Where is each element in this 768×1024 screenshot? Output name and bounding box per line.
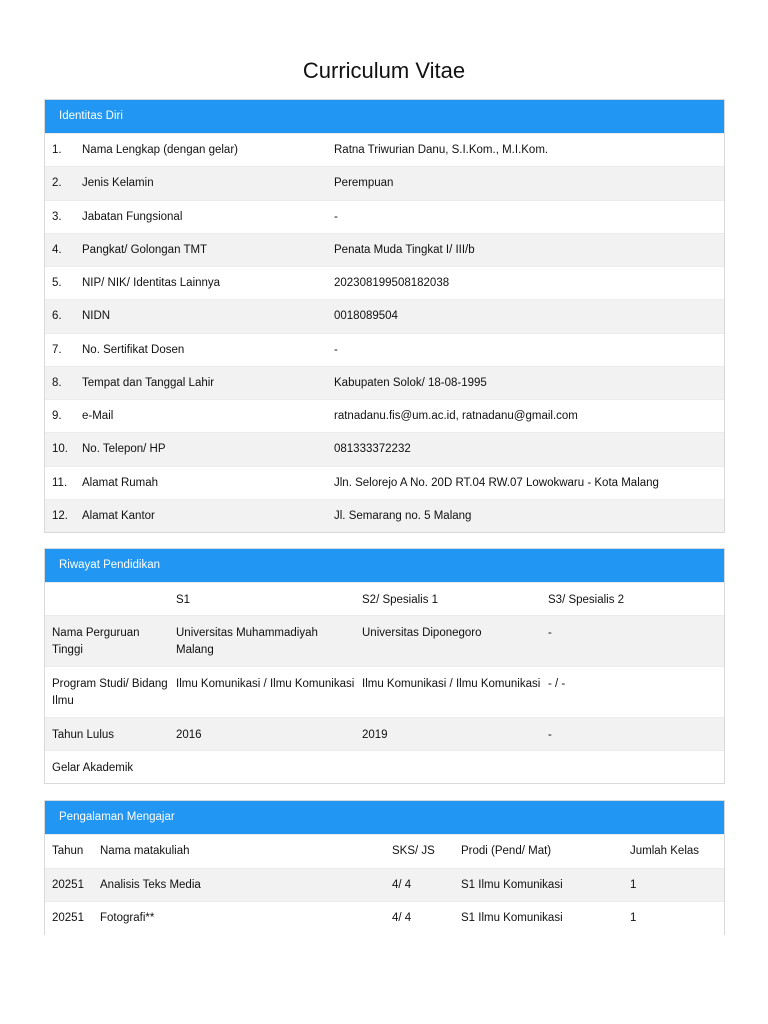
identitas-table	[45, 133, 724, 532]
identitas-row	[45, 200, 724, 233]
identitas-row-value: -	[334, 210, 338, 223]
identitas-row	[45, 499, 724, 532]
pendidikan-row-s2: 2019	[362, 729, 388, 741]
identitas-row	[45, 133, 724, 166]
identitas-row-number: 4.	[52, 243, 62, 256]
identitas-row-value: 0018089504	[334, 310, 398, 323]
pendidikan-row-s1: Universitas Muhammadiyah Malang	[176, 627, 318, 656]
identitas-row	[45, 233, 724, 266]
identitas-row-number: 7.	[52, 343, 62, 356]
mengajar-row	[45, 901, 724, 935]
mengajar-row-sks: 4/ 4	[392, 912, 412, 925]
mengajar-table	[45, 868, 724, 935]
identitas-row	[45, 266, 724, 299]
identitas-row-value: Jln. Selorejo A No. 20D RT.04 RW.07 Lowokwaru - Kota Malang	[334, 476, 659, 489]
pendidikan-column-header-row	[45, 582, 724, 615]
pendidikan-row-label: Tahun Lulus	[52, 729, 115, 741]
mengajar-panel	[44, 800, 725, 935]
pendidikan-row-s1: Ilmu Komunikasi / Ilmu Komunikasi	[176, 678, 355, 690]
mengajar-row-sks: 4/ 4	[392, 878, 412, 891]
identitas-row-label: Jabatan Fungsional	[82, 210, 183, 223]
identitas-row-number: 9.	[52, 410, 62, 423]
pendidikan-row-label: Gelar Akademik	[52, 762, 134, 774]
identitas-row-value: 202308199508182038	[334, 277, 450, 290]
identitas-row-label: No. Telepon/ HP	[82, 443, 166, 456]
identitas-row-number: 5.	[52, 277, 62, 290]
pendidikan-row-s3: - / -	[548, 678, 566, 690]
identitas-row-number: 2.	[52, 177, 62, 190]
pendidikan-row-s1: 2016	[176, 729, 202, 741]
pendidikan-header: Riwayat Pendidikan	[45, 549, 724, 582]
mengajar-row-kelas: 1	[630, 912, 637, 925]
mengajar-col-prodi: Prodi (Pend/ Mat)	[461, 845, 552, 858]
identitas-row-label: Jenis Kelamin	[82, 177, 154, 190]
identitas-row	[45, 466, 724, 499]
pendidikan-row	[45, 717, 724, 750]
identitas-row-label: Tempat dan Tanggal Lahir	[82, 376, 215, 389]
identitas-row-label: e-Mail	[82, 410, 114, 423]
mengajar-row-matakuliah: Analisis Teks Media	[100, 878, 201, 891]
pendidikan-col-s3: S3/ Spesialis 2	[548, 594, 625, 606]
identitas-row-number: 8.	[52, 376, 62, 389]
identitas-row-label: Alamat Kantor	[82, 509, 155, 522]
identitas-row-number: 11.	[52, 476, 68, 489]
mengajar-col-sks: SKS/ JS	[392, 845, 435, 858]
pendidikan-row	[45, 666, 724, 717]
pendidikan-col-s2: S2/ Spesialis 1	[362, 594, 439, 606]
identitas-row-number: 1.	[52, 144, 62, 157]
mengajar-col-tahun: Tahun	[52, 845, 84, 858]
identitas-row-label: Pangkat/ Golongan TMT	[82, 243, 208, 256]
mengajar-row-tahun: 20251	[52, 912, 84, 925]
identitas-row	[45, 399, 724, 432]
identitas-row	[45, 333, 724, 366]
pendidikan-row-label: Nama Perguruan Tinggi	[52, 627, 140, 656]
identitas-row-label: Nama Lengkap (dengan gelar)	[82, 144, 238, 157]
identitas-row-label: No. Sertifikat Dosen	[82, 343, 185, 356]
identitas-row-label: Alamat Rumah	[82, 476, 159, 489]
mengajar-row-kelas: 1	[630, 878, 637, 891]
identitas-header: Identitas Diri	[45, 100, 724, 133]
identitas-row-value: ratnadanu.fis@um.ac.id, ratnadanu@gmail.com	[334, 410, 578, 423]
identitas-row-value: Ratna Triwurian Danu, S.I.Kom., M.I.Kom.	[334, 144, 549, 157]
pendidikan-panel	[44, 548, 725, 784]
identitas-row-value: Penata Muda Tingkat I/ III/b	[334, 243, 475, 256]
pendidikan-table	[45, 615, 724, 783]
identitas-row-value: Kabupaten Solok/ 18-08-1995	[334, 376, 487, 389]
identitas-row	[45, 299, 724, 332]
mengajar-row-prodi: S1 Ilmu Komunikasi	[461, 878, 563, 891]
pendidikan-row	[45, 750, 724, 783]
identitas-panel	[44, 99, 725, 533]
identitas-row-number: 12.	[52, 509, 68, 522]
mengajar-col-kelas: Jumlah Kelas	[630, 845, 700, 858]
mengajar-row-tahun: 20251	[52, 878, 84, 891]
pendidikan-row-label: Program Studi/ Bidang Ilmu	[52, 678, 168, 707]
mengajar-col-matakuliah: Nama matakuliah	[100, 845, 190, 858]
mengajar-row	[45, 868, 724, 902]
identitas-row-label: NIDN	[82, 310, 111, 323]
page-title: Curriculum Vitae	[302, 58, 466, 83]
mengajar-header: Pengalaman Mengajar	[45, 801, 724, 834]
identitas-row-number: 6.	[52, 310, 62, 323]
pendidikan-row	[45, 615, 724, 666]
pendidikan-row-s3: -	[548, 729, 552, 741]
identitas-row-value: Jl. Semarang no. 5 Malang	[334, 509, 472, 522]
mengajar-column-header-row	[45, 834, 724, 868]
identitas-row-value: 081333372232	[334, 443, 411, 456]
identitas-row-label: NIP/ NIK/ Identitas Lainnya	[82, 277, 221, 290]
identitas-row-value: -	[334, 343, 338, 356]
pendidikan-row-s2: Universitas Diponegoro	[362, 627, 482, 639]
identitas-row	[45, 166, 724, 199]
identitas-row-value: Perempuan	[334, 177, 394, 190]
pendidikan-col-s1: S1	[176, 594, 191, 606]
identitas-row	[45, 366, 724, 399]
identitas-row-number: 10.	[52, 443, 68, 456]
pendidikan-row-s2: Ilmu Komunikasi / Ilmu Komunikasi	[362, 678, 541, 690]
mengajar-row-prodi: S1 Ilmu Komunikasi	[461, 912, 563, 925]
mengajar-row-matakuliah: Fotografi**	[100, 912, 155, 925]
identitas-row-number: 3.	[52, 210, 62, 223]
identitas-row	[45, 432, 724, 465]
pendidikan-row-s3: -	[548, 627, 552, 639]
